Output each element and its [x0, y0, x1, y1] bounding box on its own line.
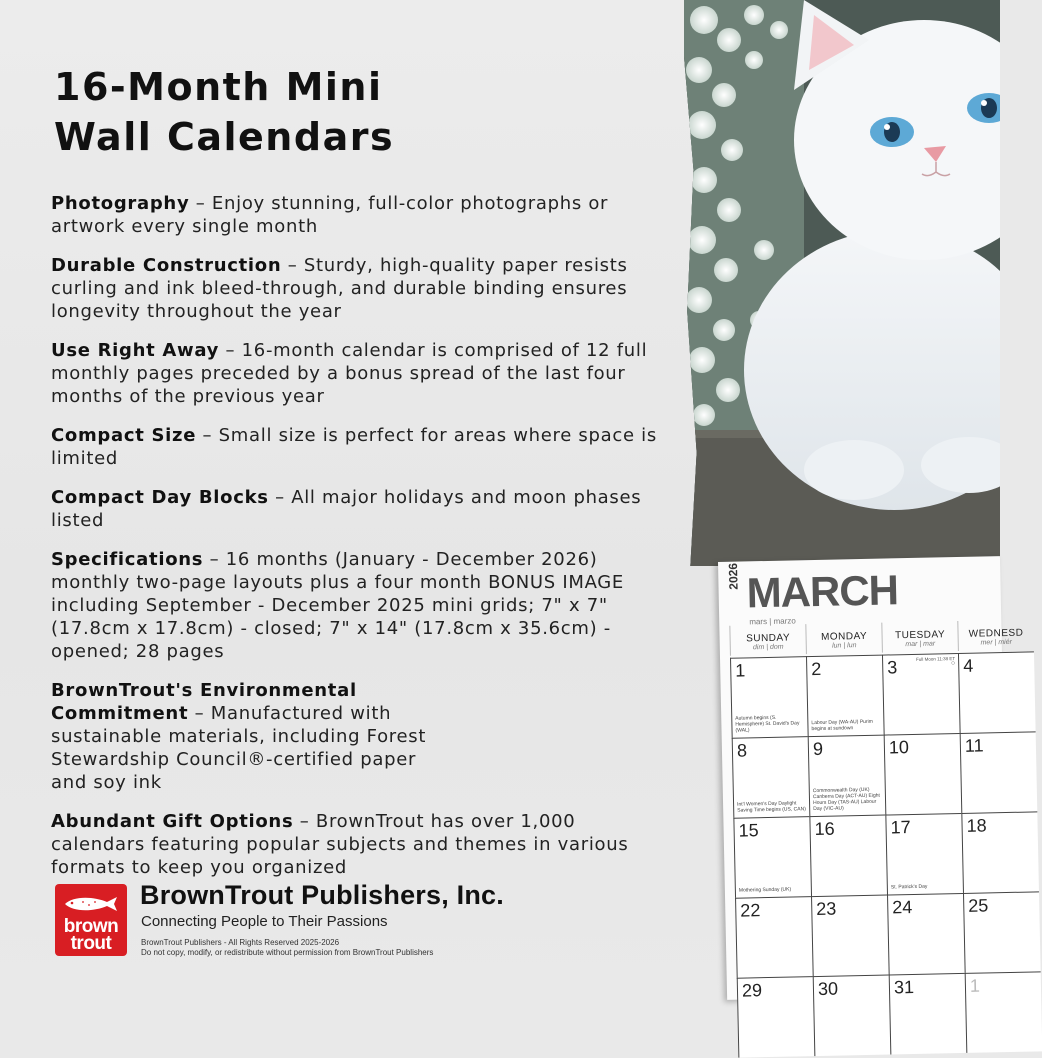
day-cell [811, 895, 889, 977]
feature-text: – BrownTrout has over 1,000 calendars featuring popular subjects and themes in various formats to keep you organized [51, 811, 629, 878]
day-cell [733, 816, 811, 898]
feature-item [51, 424, 661, 470]
day-number: 3 [887, 657, 898, 678]
weekday-wednesday [957, 619, 1034, 651]
headline-line1: 16-Month Mini [54, 65, 383, 109]
day-number: 10 [888, 737, 910, 758]
day-number: 16 [814, 818, 835, 840]
day-cell [963, 891, 1041, 973]
feature-text: – 16-month calendar is comprised of 12 full monthly pages preceded by a bonus spread of the last four months of the previous year [51, 340, 648, 407]
calendar-month-translations: mars | marzo [749, 616, 796, 627]
calendar-month: MARCH [746, 566, 899, 617]
weekday-monday [805, 623, 882, 655]
day-cell [808, 735, 886, 817]
day-number: 29 [741, 980, 763, 1001]
feature-title: Use Right Away [51, 340, 220, 361]
day-holidays: Autumn begins (S. Hemisphere) St. David's Day (WAL) [735, 714, 800, 734]
logo-word-brown: brown [63, 916, 119, 937]
day-number: 22 [740, 900, 761, 921]
weekday-header [719, 620, 1024, 656]
day-cell [809, 815, 887, 897]
weekday-translation: dim | dom [752, 643, 784, 652]
moon-phase [916, 656, 955, 667]
feature-title: Durable Construction [51, 255, 282, 276]
day-holidays: Mothering Sunday (UK) [738, 886, 792, 894]
day-cell [889, 973, 967, 1055]
brand-legal [141, 938, 433, 958]
feature-item [51, 810, 661, 879]
day-number: 1 [969, 975, 981, 996]
feature-list [51, 192, 661, 895]
brand-name: BrownTrout Publishers, Inc. [140, 880, 504, 910]
feature-title: Specifications [51, 549, 204, 570]
day-number: 25 [968, 895, 989, 916]
calendar-page [718, 556, 1024, 1001]
brand-tagline: Connecting People to Their Passions [141, 913, 388, 930]
feature-title: Photography [51, 193, 190, 214]
feature-item [51, 254, 661, 323]
day-number: 1 [735, 660, 746, 681]
full-moon-icon: ○ [950, 660, 956, 668]
day-number: 9 [812, 738, 824, 760]
weekday-translation: mer | miér [980, 638, 1013, 647]
kitten-photo [684, 0, 1000, 566]
feature-text: – Small size is perfect for areas where space is limited [51, 425, 657, 469]
day-cell [961, 811, 1039, 893]
feature-item [51, 548, 661, 663]
day-number: 31 [893, 976, 915, 998]
day-cell [965, 971, 1042, 1053]
feature-text: – Manufactured with sustainable materials, including Forest Stewardship Council®-certified paper and soy ink [51, 703, 427, 793]
feature-text: – Sturdy, high-quality paper resists curling and ink bleed-through, and durable binding ensures longevity throughout the year [51, 255, 628, 322]
feature-text: – Enjoy stunning, full-color photographs or artwork every single month [51, 193, 609, 237]
feature-title: Compact Day Blocks [51, 487, 269, 508]
weekday-name: WEDNESD [968, 627, 1024, 640]
calendar-year: 2026 [726, 562, 741, 590]
feature-item [51, 486, 661, 532]
weekday-translation: mar | mar [905, 640, 936, 649]
day-holidays: Labour Day (WA-AU) Purim begins at sundown [811, 718, 873, 733]
day-cell [885, 813, 963, 895]
feature-title: BrownTrout's Environmental Commitment [51, 680, 357, 724]
day-cell [882, 653, 960, 735]
feature-item [51, 192, 661, 238]
day-cell [730, 656, 808, 738]
feature-text: – 16 months (January - December 2026) monthly two-page layouts plus a four month BONUS IMAGE including September - December 2025 mini grids; 7" x 7" (17.8cm x 17.8cm) - closed; 7" x 14" (17.8cm x 35.6cm) - opened; 28 pages [51, 549, 625, 662]
weekday-name: MONDAY [820, 630, 868, 643]
moon-phase-label: Full Moon 11:38 ET [916, 656, 956, 662]
weekday-translation: lun | lun [832, 642, 857, 650]
weekday-sunday [729, 624, 806, 656]
day-holidays: St. Patrick's Day [890, 883, 928, 891]
feature-item [51, 679, 661, 794]
day-cell [960, 731, 1038, 813]
headline-line2: Wall Calendars [54, 115, 395, 159]
day-number: 23 [816, 898, 837, 920]
day-number: 30 [817, 978, 839, 999]
browntrout-logo [55, 884, 127, 956]
weekday-tuesday [881, 621, 958, 653]
day-cell [887, 893, 965, 975]
trout-icon [63, 894, 119, 914]
kitten-illustration [684, 0, 1000, 566]
day-number: 8 [736, 740, 748, 761]
day-holidays: Commonwealth Day (UK) Canberra Day (ACT-AU) Eight Hours Day (TAS-AU) Labour Day (VIC-AU) [812, 786, 880, 813]
day-cell [806, 655, 884, 737]
weekday-name: SUNDAY [746, 632, 791, 645]
day-cell [737, 976, 815, 1058]
day-cell [732, 736, 810, 818]
feature-text: – All major holidays and moon phases listed [51, 487, 642, 531]
day-cell [735, 896, 813, 978]
day-number: 11 [964, 735, 984, 756]
headline [54, 62, 614, 162]
weekday-name: TUESDAY [894, 629, 946, 642]
logo-word-trout: trout [70, 933, 112, 954]
legal-line: BrownTrout Publishers - All Rights Reserved 2025-2026 [141, 938, 340, 947]
day-number: 4 [963, 655, 974, 676]
day-cell [884, 733, 962, 815]
legal-line: Do not copy, modify, or redistribute without permission from BrownTrout Publishers [141, 948, 434, 957]
day-number: 18 [966, 815, 987, 836]
day-holidays: Int'l Women's Day Daylight Saving Time begins (US, CAN) [737, 800, 806, 814]
day-number: 17 [890, 817, 911, 838]
day-number: 24 [892, 897, 913, 918]
day-number: 15 [738, 820, 759, 841]
day-number: 2 [811, 658, 822, 680]
day-cell [813, 975, 891, 1057]
day-cell [958, 651, 1036, 733]
feature-title: Abundant Gift Options [51, 811, 294, 832]
feature-title: Compact Size [51, 425, 197, 446]
feature-item [51, 339, 661, 408]
